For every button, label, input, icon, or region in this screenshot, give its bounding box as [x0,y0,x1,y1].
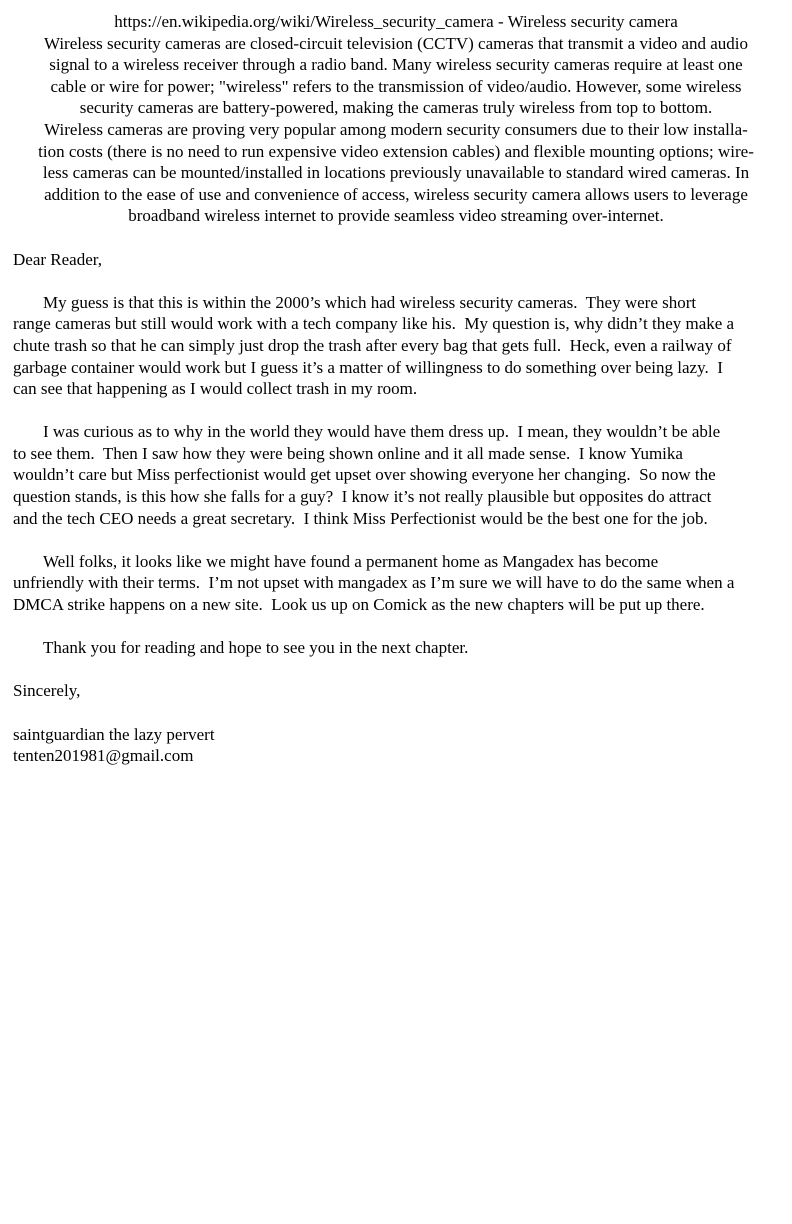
paragraph-1 [13,292,779,400]
signature-email: tenten201981@gmail.com [13,746,194,766]
paragraph-3 [13,551,779,616]
signature-block [13,724,779,767]
excerpt-line: addition to the ease of use and convenience of access, wireless security camera allows users to leverage [44,184,748,204]
source-url-line: https://en.wikipedia.org/wiki/Wireless_security_camera - Wireless security camera [114,12,678,31]
paragraph-line: chute trash so that he can simply just drop the trash after every bag that gets full. Heck, even a railway of [13,335,732,355]
paragraph-line: I was curious as to why in the world they would have them dress up. I mean, they wouldn’t be able [43,422,721,442]
salutation: Dear Reader, [13,249,102,269]
excerpt-line: Wireless cameras are proving very popular among modern security consumers due to their low installa- [44,119,748,139]
excerpt-line: less cameras can be mounted/installed in locations previously unavailable to standard wired cameras. In [42,163,750,183]
paragraph-line: wouldn’t care but Miss perfectionist would get upset over showing everyone her changing. So now the [13,465,716,485]
signature-name: saintguardian the lazy pervert [13,724,215,744]
paragraph-line: and the tech CEO needs a great secretary. I think Miss Perfectionist would be the best one for the job. [13,508,708,528]
paragraph-line: can see that happening as I would collect trash in my room. [13,379,418,399]
excerpt-line: broadband wireless internet to provide seamless video streaming over-internet. [128,206,664,226]
signoff: Sincerely, [13,681,81,701]
paragraph-line: DMCA strike happens on a new site. Look us up on Comick as the new chapters will be put up there. [13,595,705,615]
excerpt-line: cable or wire for power; "wireless" refers to the transmission of video/audio. However, some wireless [50,76,742,96]
wikipedia-excerpt-block [13,11,779,227]
paragraph-line: garbage container would work but I guess it’s a matter of willingness to do something over being lazy. I [13,357,723,377]
paragraph-2 [13,421,779,529]
paragraph-line: Well folks, it looks like we might have found a permanent home as Mangadex has become [43,551,659,571]
paragraph-line: question stands, is this how she falls for a guy? I know it’s not really plausible but opposites do attract [13,487,712,507]
paragraph-line: to see them. Then I saw how they were being shown online and it all made sense. I know Yumika [13,443,683,463]
paragraph-line: My guess is that this is within the 2000’s which had wireless security cameras. They were short [43,292,697,312]
excerpt-line: Wireless security cameras are closed-circuit television (CCTV) cameras that transmit a video and audio [43,33,749,53]
closing-line: Thank you for reading and hope to see you in the next chapter. [43,638,469,658]
paragraph-line: range cameras but still would work with a tech company like his. My question is, why didn’t they make a [13,314,735,334]
paragraph-line: unfriendly with their terms. I’m not upset with mangadex as I’m sure we will have to do the same when a [13,573,735,593]
excerpt-line: security cameras are battery-powered, making the cameras truly wireless from top to bottom. [79,98,713,118]
excerpt-line: signal to a wireless receiver through a radio band. Many wireless security cameras require at least one [49,55,743,75]
excerpt-line: tion costs (there is no need to run expensive video extension cables) and flexible mounting options; wire- [38,141,754,161]
